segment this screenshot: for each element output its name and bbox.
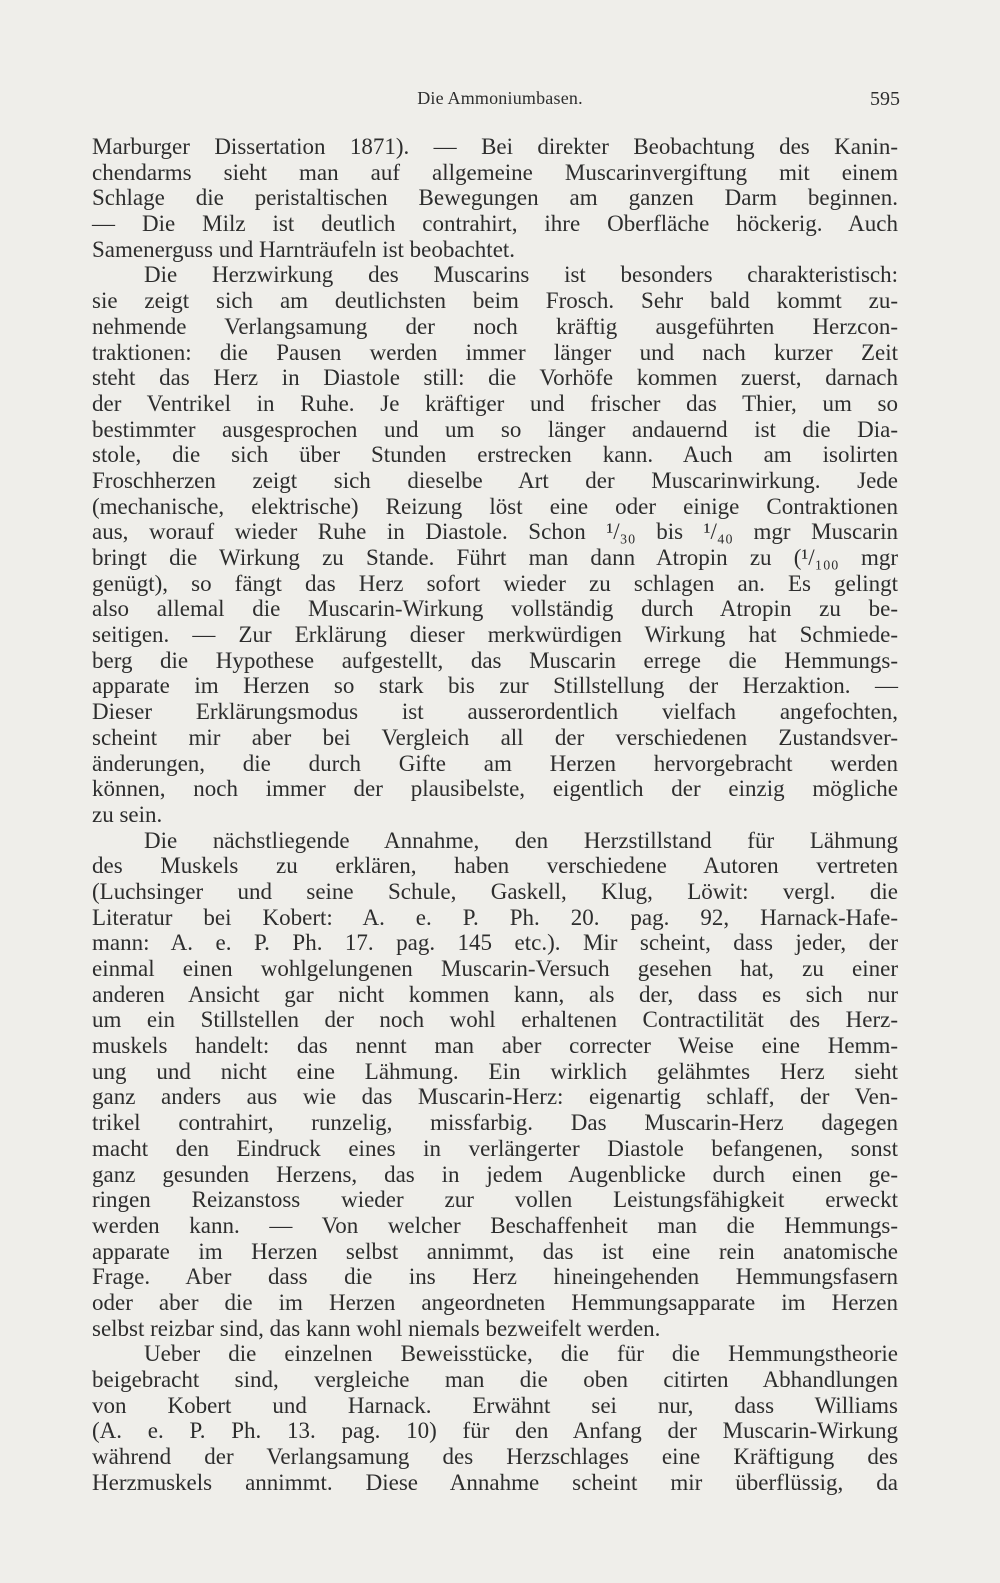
text-line: zu sein. <box>92 801 163 827</box>
text-line: genügt), so fängt das Herz sofort wieder zu schlagen an. Es gelingt <box>92 570 898 596</box>
text-line: chendarms sieht man auf allgemeine Muscarinvergiftung mit einem <box>92 159 898 185</box>
text-line: Frage. Aber dass die ins Herz hineingehenden Hemmungsfasern <box>92 1264 898 1290</box>
text-line: steht das Herz in Diastole still: die Vorhöfe kommen zuerst, darnach <box>92 365 898 391</box>
text-line: änderungen, die durch Gifte am Herzen hervorgebracht werden <box>92 750 898 776</box>
running-head <box>100 88 900 118</box>
text-line: Herzmuskels annimmt. Diese Annahme scheint mir überflüssig, da <box>92 1469 898 1495</box>
text-line: also allemal die Muscarin-Wirkung vollständig durch Atropin zu be- <box>92 596 898 622</box>
text-line: aus, worauf wieder Ruhe in Diastole. Schon ¹/₃₀ bis ¹/₄₀ mgr Muscarin <box>92 519 898 545</box>
text-line: können, noch immer der plausibelste, eigentlich der einzig mögliche <box>92 776 898 802</box>
text-line: Dieser Erklärungsmodus ist ausserordentlich vielfach angefochten, <box>92 699 898 725</box>
text-line: Die nächstliegende Annahme, den Herzstillstand für Lähmung <box>144 827 898 853</box>
text-line: mann: A. e. P. Ph. 17. pag. 145 etc.). Mir scheint, dass jeder, der <box>92 930 898 956</box>
text-line: Literatur bei Kobert: A. e. P. Ph. 20. pag. 92, Harnack-Hafe- <box>92 904 898 930</box>
text-line: sie zeigt sich am deutlichsten beim Frosch. Sehr bald kommt zu- <box>92 288 898 314</box>
text-line: einmal einen wohlgelungenen Muscarin-Versuch gesehen hat, zu einer <box>92 956 898 981</box>
text-line: ringen Reizanstoss wieder zur vollen Leistungsfähigkeit erweckt <box>92 1187 898 1213</box>
text-line: bringt die Wirkung zu Stande. Führt man dann Atropin zu (¹/₁₀₀ mgr <box>92 545 898 570</box>
text-line: scheint mir aber bei Vergleich all der verschiedenen Zustandsver- <box>92 724 898 750</box>
text-line: des Muskels zu erklären, haben verschiedene Autoren vertreten <box>92 853 898 879</box>
text-line: ganz gesunden Herzens, das in jedem Augenblicke durch einen ge- <box>92 1161 898 1187</box>
text-line: (Luchsinger und seine Schule, Gaskell, Klug, Löwit: vergl. die <box>92 878 898 904</box>
text-line: um ein Stillstellen der noch wohl erhaltenen Contractilität des Herz- <box>92 1007 898 1033</box>
text-line: macht den Eindruck eines in verlängerter Diastole befangenen, sonst <box>92 1135 898 1161</box>
text-line: Froschherzen zeigt sich dieselbe Art der Muscarinwirkung. Jede <box>92 467 898 493</box>
text-line: anderen Ansicht gar nicht kommen kann, als der, dass es sich nur <box>92 981 898 1007</box>
text-line: selbst reizbar sind, das kann wohl niemals bezweifelt werden. <box>92 1315 661 1341</box>
text-line: Marburger Dissertation 1871). — Bei direkter Beobachtung des Kanin- <box>92 134 898 159</box>
text-line: (A. e. P. Ph. 13. pag. 10) für den Anfang der Muscarin-Wirkung <box>92 1418 898 1444</box>
text-line: — Die Milz ist deutlich contrahirt, ihre Oberfläche höckerig. Auch <box>92 211 898 237</box>
text-line: (mechanische, elektrische) Reizung löst eine oder einige Contraktionen <box>92 493 898 519</box>
text-line: traktionen: die Pausen werden immer länger und nach kurzer Zeit <box>92 339 898 365</box>
text-line: bestimmter ausgesprochen und um so länger andauernd ist die Dia- <box>92 416 898 442</box>
text-line: apparate im Herzen so stark bis zur Stillstellung der Herzaktion. — <box>92 673 898 699</box>
text-line: während der Verlangsamung des Herzschlages eine Kräftigung des <box>92 1444 898 1470</box>
text-line: oder aber die im Herzen angeordneten Hemmungsapparate im Herzen <box>92 1289 898 1315</box>
running-title: Die Ammoniumbasen. <box>417 88 583 108</box>
text-line: Die Herzwirkung des Muscarins ist besonders charakteristisch: <box>144 262 898 288</box>
text-line: muskels handelt: das nennt man aber correcter Weise eine Hemm- <box>92 1033 898 1059</box>
text-line: Ueber die einzelnen Beweisstücke, die für die Hemmungstheorie <box>144 1341 898 1367</box>
text-line: apparate im Herzen selbst annimmt, das ist eine rein anatomische <box>92 1238 898 1264</box>
text-line: werden kann. — Von welcher Beschaffenheit man die Hemmungs- <box>92 1212 898 1238</box>
body-text <box>92 134 898 1495</box>
page-number: 595 <box>870 88 900 110</box>
text-line: nehmende Verlangsamung der noch kräftig ausgeführten Herzcon- <box>92 313 898 339</box>
text-line: Schlage die peristaltischen Bewegungen am ganzen Darm beginnen. <box>92 185 898 211</box>
text-line: Samenerguss und Harnträufeln ist beobachtet. <box>92 236 516 262</box>
text-line: trikel contrahirt, runzelig, missfarbig. Das Muscarin-Herz dagegen <box>92 1110 898 1136</box>
text-line: ung und nicht eine Lähmung. Ein wirklich gelähmtes Herz sieht <box>92 1058 898 1084</box>
text-line: stole, die sich über Stunden erstrecken kann. Auch am isolirten <box>92 442 898 468</box>
text-line: von Kobert und Harnack. Erwähnt sei nur, dass Williams <box>92 1392 898 1418</box>
text-line: seitigen. — Zur Erklärung dieser merkwürdigen Wirkung hat Schmiede- <box>92 622 898 648</box>
text-line: der Ventrikel in Ruhe. Je kräftiger und frischer das Thier, um so <box>92 390 898 416</box>
text-line: berg die Hypothese aufgestellt, das Muscarin errege die Hemmungs- <box>92 647 898 673</box>
text-line: ganz anders aus wie das Muscarin-Herz: eigenartig schlaff, der Ven- <box>92 1084 898 1110</box>
text-line: beigebracht sind, vergleiche man die oben citirten Abhandlungen <box>92 1367 898 1392</box>
